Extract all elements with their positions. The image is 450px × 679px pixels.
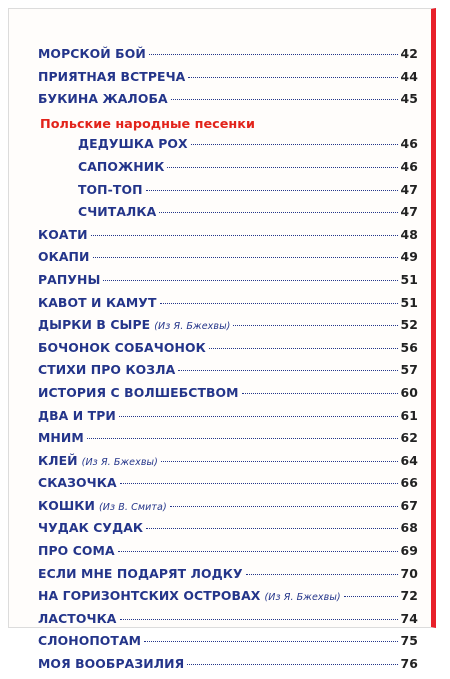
toc-entry-title: ТОП-ТОП — [78, 181, 143, 197]
toc-entry-page: 46 — [400, 158, 418, 174]
toc-entry-page: 64 — [400, 452, 418, 468]
toc-entry-title: ПРО СОМА — [38, 543, 115, 559]
dot-leader — [149, 54, 398, 55]
toc-entry-title: МОЯ ВООБРАЗИЛИЯ — [38, 656, 185, 672]
dot-leader — [159, 212, 397, 213]
dot-leader — [188, 77, 397, 78]
dot-leader — [233, 325, 397, 326]
toc-entry-page: 66 — [400, 475, 418, 491]
toc-entry-title: КОШКИ — [38, 497, 95, 513]
toc-entry-title: ПРИЯТНАЯ ВСТРЕЧА — [38, 68, 186, 84]
toc-entry-title: БОЧОНОК СОБАЧОНОК — [38, 339, 206, 355]
toc-subentry — [38, 136, 418, 159]
dot-leader — [209, 348, 398, 349]
toc-entry-title: МОРСКОЙ БОЙ — [38, 46, 146, 61]
toc-entry-note: (Из В. Смита) — [98, 501, 167, 513]
toc-entry-page: 48 — [400, 226, 418, 242]
toc-entry-page: 47 — [400, 204, 418, 220]
toc-entry-title: ОКАПИ — [38, 249, 90, 265]
toc-entry-page: 52 — [400, 317, 418, 333]
toc-entry-page: 70 — [400, 565, 418, 581]
toc-entry-page: 74 — [400, 610, 418, 626]
toc-entry — [38, 340, 418, 363]
toc-entry-title: САПОЖНИК — [78, 158, 165, 174]
toc-entry — [38, 588, 418, 611]
toc-entry — [38, 498, 418, 521]
toc-entry-title: ДВА И ТРИ — [38, 407, 116, 423]
toc-subentry — [38, 182, 418, 205]
toc-entry-title: СКАЗОЧКА — [38, 475, 117, 491]
dot-leader — [119, 416, 398, 417]
toc-entry-page: 51 — [400, 294, 418, 310]
dot-leader — [167, 167, 397, 168]
toc-entry-title: НА ГОРИЗОНТСКИХ ОСТРОВАХ — [38, 588, 261, 604]
toc-entry-page: 72 — [400, 588, 418, 604]
dot-leader — [160, 303, 398, 304]
toc-entry — [38, 408, 418, 431]
toc-entry-title: ЧУДАК СУДАК — [38, 520, 144, 536]
table-of-contents — [38, 46, 418, 679]
toc-entry-title: ДЕДУШКА РОХ — [78, 136, 188, 152]
toc-entry-title: СЧИТАЛКА — [78, 204, 157, 220]
dot-leader — [170, 506, 398, 507]
toc-entry-title: КЛЕЙ — [38, 452, 78, 468]
dot-leader — [242, 393, 398, 394]
dot-leader — [93, 257, 398, 258]
toc-entry-title: МНИМ — [38, 430, 84, 446]
toc-entry — [38, 317, 418, 340]
dot-leader — [87, 438, 398, 439]
dot-leader — [246, 574, 398, 575]
toc-entry — [38, 453, 418, 476]
toc-entry-page: 44 — [400, 68, 418, 84]
toc-entry-page: 56 — [400, 339, 418, 355]
dot-leader — [91, 235, 398, 236]
toc-entry — [38, 91, 418, 114]
toc-entry-page: 46 — [400, 136, 418, 152]
toc-entry-page: 60 — [400, 384, 418, 400]
toc-entry — [38, 69, 418, 92]
toc-entry — [38, 430, 418, 453]
toc-entry-title: КОАТИ — [38, 226, 88, 242]
toc-entry-title: БУКИНА ЖАЛОБА — [38, 91, 168, 107]
toc-entry-note: (Из Я. Бжехвы) — [264, 592, 341, 604]
toc-entry-title: ИСТОРИЯ С ВОЛШЕБСТВОМ — [38, 384, 239, 400]
toc-entry — [38, 475, 418, 498]
toc-entry-page: 61 — [400, 407, 418, 423]
toc-entry-page: 75 — [400, 633, 418, 649]
dot-leader — [120, 483, 398, 484]
toc-entry-title: ДЫРКИ В СЫРЕ — [38, 317, 151, 333]
toc-entry-title: РАПУНЫ — [38, 271, 101, 287]
toc-entry-title: СЛОНОПОТАМ — [38, 633, 142, 649]
toc-entry-title: ЛАСТОЧКА — [38, 610, 117, 626]
toc-entry — [38, 385, 418, 408]
toc-entry — [38, 295, 418, 318]
toc-entry-page: 49 — [400, 249, 418, 265]
dot-leader — [187, 664, 397, 665]
dot-leader — [118, 551, 398, 552]
toc-entry-page: 42 — [400, 46, 418, 61]
dot-leader — [344, 596, 398, 597]
toc-entry — [38, 656, 418, 679]
toc-entry-page: 51 — [400, 271, 418, 287]
toc-entry — [38, 227, 418, 250]
toc-entry-page: 76 — [400, 656, 418, 672]
toc-subentry — [38, 204, 418, 227]
toc-entry — [38, 46, 418, 69]
toc-entry-page: 67 — [400, 497, 418, 513]
dot-leader — [178, 370, 397, 371]
dot-leader — [146, 190, 398, 191]
dot-leader — [191, 144, 398, 145]
toc-entry-note: (Из Я. Бжехвы) — [154, 321, 231, 333]
toc-entry-title: СТИХИ ПРО КОЗЛА — [38, 362, 176, 378]
toc-entry — [38, 633, 418, 656]
dot-leader — [144, 641, 397, 642]
section-heading: Польские народные песенки — [40, 116, 255, 132]
dot-leader — [120, 619, 398, 620]
toc-entry-note: (Из Я. Бжехвы) — [81, 456, 158, 468]
toc-entry — [38, 520, 418, 543]
toc-entry — [38, 611, 418, 634]
toc-entry-page: 45 — [400, 91, 418, 107]
toc-entry — [38, 543, 418, 566]
toc-subentry — [38, 159, 418, 182]
toc-entry-page: 68 — [400, 520, 418, 536]
toc-entry — [38, 249, 418, 272]
dot-leader — [146, 528, 397, 529]
dot-leader — [171, 99, 398, 100]
toc-entry-page: 47 — [400, 181, 418, 197]
dot-leader — [161, 461, 398, 462]
toc-entry-title: КАВОТ И КАМУТ — [38, 294, 157, 310]
toc-entry — [38, 566, 418, 589]
toc-entry-page: 69 — [400, 543, 418, 559]
toc-entry-page: 57 — [400, 362, 418, 378]
toc-entry-page: 62 — [400, 430, 418, 446]
toc-entry-title: ЕСЛИ МНЕ ПОДАРЯТ ЛОДКУ — [38, 565, 243, 581]
toc-entry — [38, 362, 418, 385]
dot-leader — [103, 280, 397, 281]
toc-entry — [38, 272, 418, 295]
